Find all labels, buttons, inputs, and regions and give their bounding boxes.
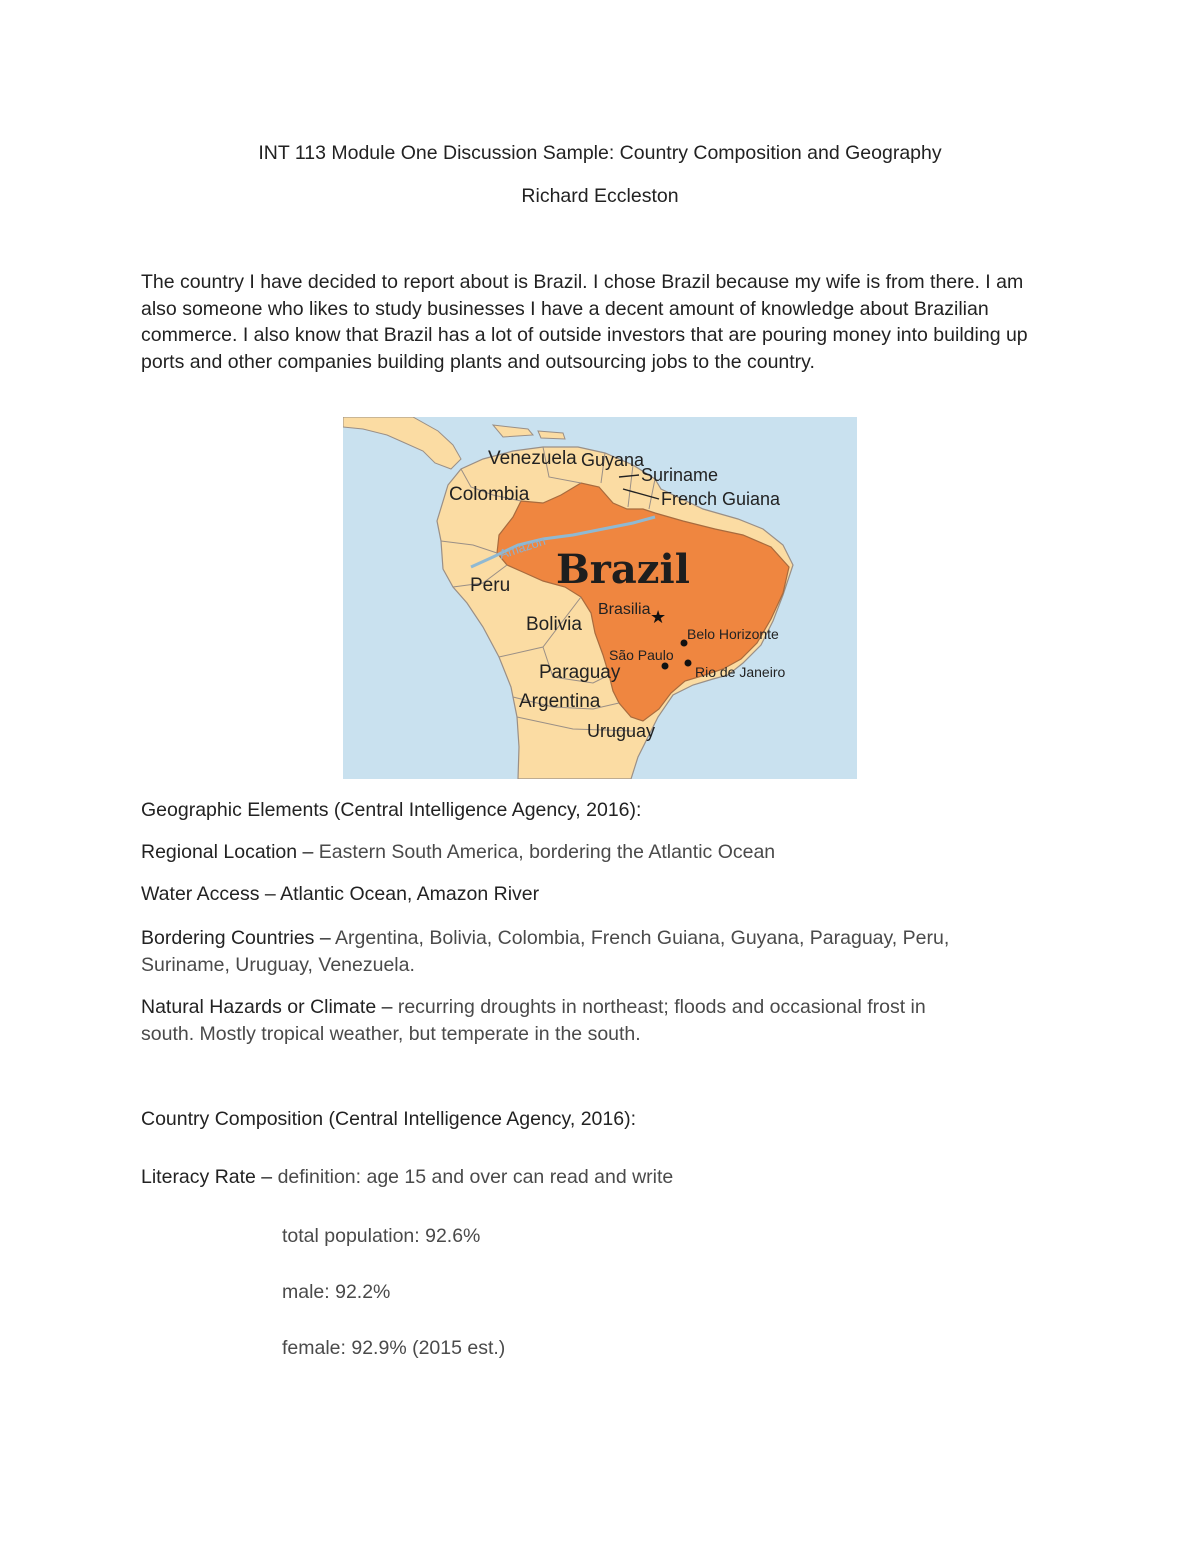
map-label-suriname: Suriname [641,465,719,485]
literacy-female: female: 92.9% (2015 est.) [282,1337,506,1359]
map-label-bolivia: Bolivia [526,614,582,635]
water-access-row [141,883,539,906]
map-title-brazil: Brazil [556,546,690,593]
natural-hazards-row [141,994,1061,1048]
intro-paragraph: The country I have decided to report about is Brazil. I chose Brazil because my wife is from there. I am also someone who likes to study businesses I have a decent amount of knowledge about Brazilian commerce. I also know that Brazil has a lot of outside investors that are pouring money into building up ports and other companies building plants and outsourcing jobs to the country. [141,271,1028,373]
map-label-colombia: Colombia [449,484,530,505]
water-access-value: Atlantic Ocean, Amazon River [280,883,540,905]
regional-location-row [141,841,775,864]
literacy-rate-row [141,1166,673,1189]
map-label-venezuela: Venezuela [488,448,577,469]
geography-heading: Geographic Elements (Central Intelligence Agency, 2016): [141,799,642,821]
literacy-male: male: 92.2% [282,1281,391,1303]
bordering-countries-row [141,925,1061,979]
map-label-belo-horizonte: Belo Horizonte [687,626,779,642]
bordering-countries-value-1: Argentina, Bolivia, Colombia, French Guiana, Guyana, Paraguay, Peru, [335,927,950,949]
map-city-belo-horizonte [681,640,688,647]
map-label-rio: Rio de Janeiro [695,664,786,680]
map-label-peru: Peru [470,575,511,596]
regional-location-value: Eastern South America, bordering the Atlantic Ocean [318,841,776,863]
map-label-paraguay: Paraguay [539,662,621,683]
map-label-french-guiana: French Guiana [661,489,781,509]
document-author: Richard Eccleston [521,185,679,207]
map-label-sao-paulo: São Paulo [609,647,674,663]
document-title: INT 113 Module One Discussion Sample: Country Composition and Geography [258,142,942,164]
literacy-rate-label: Literacy Rate – [141,1166,278,1188]
map-label-uruguay: Uruguay [587,721,656,741]
literacy-total: total population: 92.6% [282,1225,481,1247]
regional-location-label: Regional Location – [141,841,319,863]
composition-heading: Country Composition (Central Intelligence Agency, 2016): [141,1108,636,1130]
natural-hazards-value-1: recurring droughts in northeast; floods and occasional frost in [397,996,926,1018]
map-label-guyana: Guyana [581,450,645,470]
map-city-rio [685,660,692,667]
literacy-rate-definition: definition: age 15 and over can read and write [277,1166,674,1188]
map-city-sao-paulo [662,663,669,670]
map-label-argentina: Argentina [519,691,601,712]
water-access-label: Water Access – [141,883,281,905]
bordering-countries-value-2: Suriname, Uruguay, Venezuela. [141,954,415,976]
map-label-brasilia: Brasilia [598,601,651,618]
natural-hazards-value-2: south. Mostly tropical weather, but temperate in the south. [141,1023,641,1045]
map-capital-star-icon: ★ [650,607,667,628]
bordering-countries-label: Bordering Countries – [141,927,336,949]
natural-hazards-label: Natural Hazards or Climate – [141,996,398,1018]
map-label-amazon: Amazon [497,532,548,562]
brazil-map [343,417,857,779]
